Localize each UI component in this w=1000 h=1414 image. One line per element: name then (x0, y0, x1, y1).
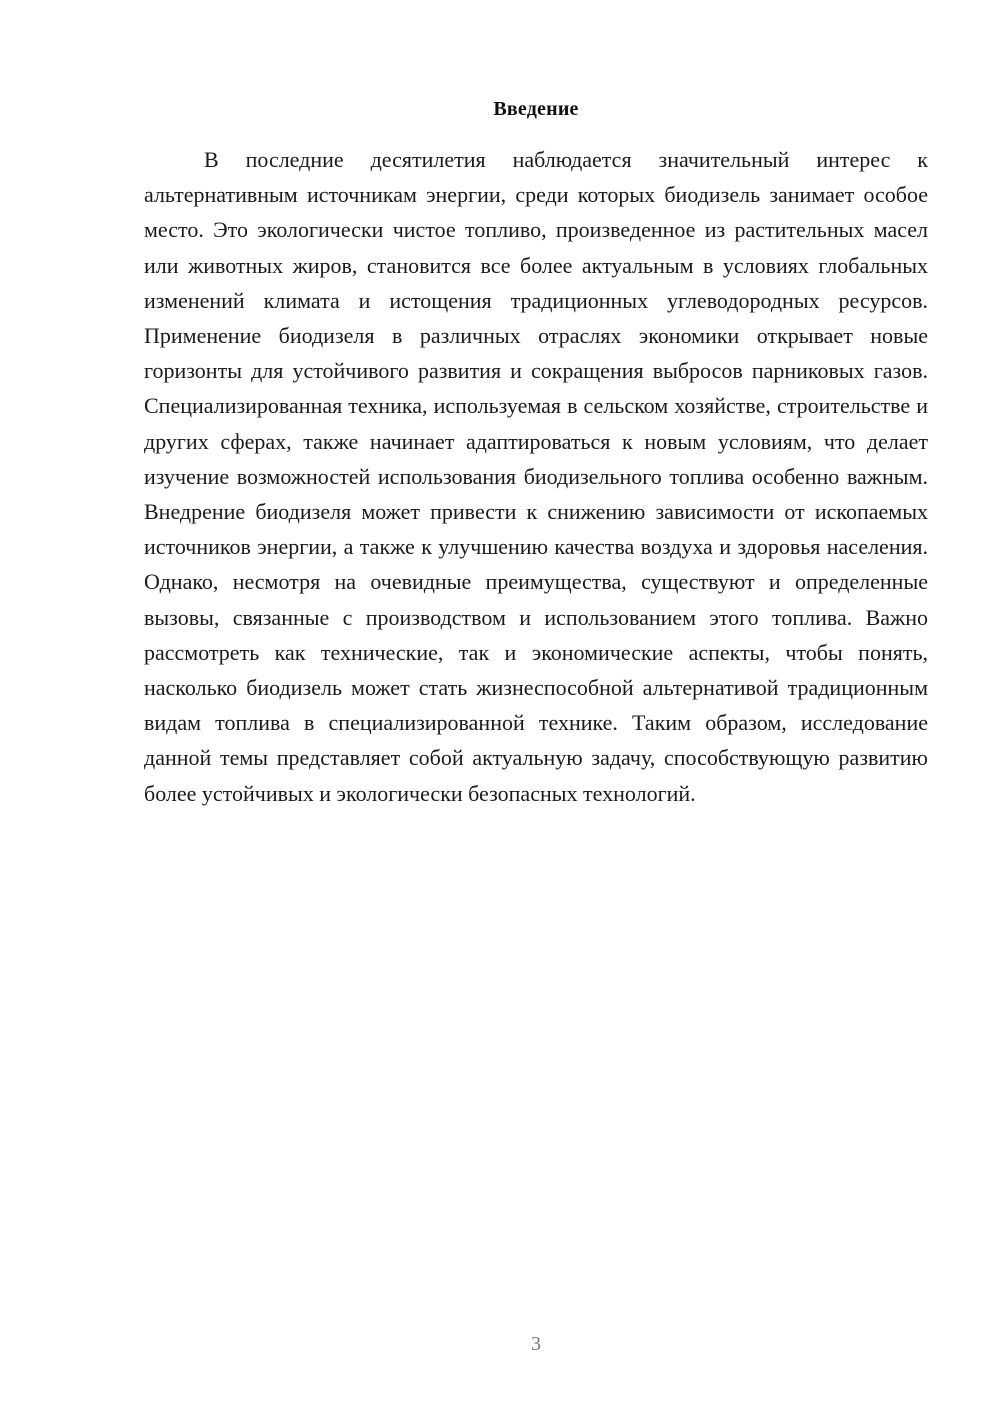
section-heading: Введение (493, 98, 579, 120)
page-number: 3 (531, 1333, 541, 1355)
body-paragraph: В последние десятилетия наблюдается значительный интерес к альтернативным источникам энергии, среди которых биодизель занимает особое место. Это экологически чистое топливо, произведенное из растительных масел или животных жиров, становится все более актуальным в условиях глобальных изменений климата и истощения традиционных углеводородных ресурсов. Применение биодизеля в различных отраслях экономики открывает новые горизонты для устойчивого развития и сокращения выбросов парниковых газов. Специализированная техника, используемая в сельском хозяйстве, строительстве и других сферах, также начинает адаптироваться к новым условиям, что делает изучение возможностей использования биодизельного топлива особенно важным. Внедрение биодизеля может привести к снижению зависимости от ископаемых источников энергии, а также к улучшению качества воздуха и здоровья населения. Однако, несмотря на очевидные преимущества, существуют и определенные вызовы, связанные с производством и использованием этого топлива. Важно рассмотреть как технические, так и экономические аспекты, чтобы понять, насколько биодизель может стать жизнеспособной альтернативой традиционным видам топлива в специализированной технике. Таким образом, исследование данной темы представляет собой актуальную задачу, способствующую развитию более устойчивых и экологически безопасных технологий. (144, 147, 928, 806)
